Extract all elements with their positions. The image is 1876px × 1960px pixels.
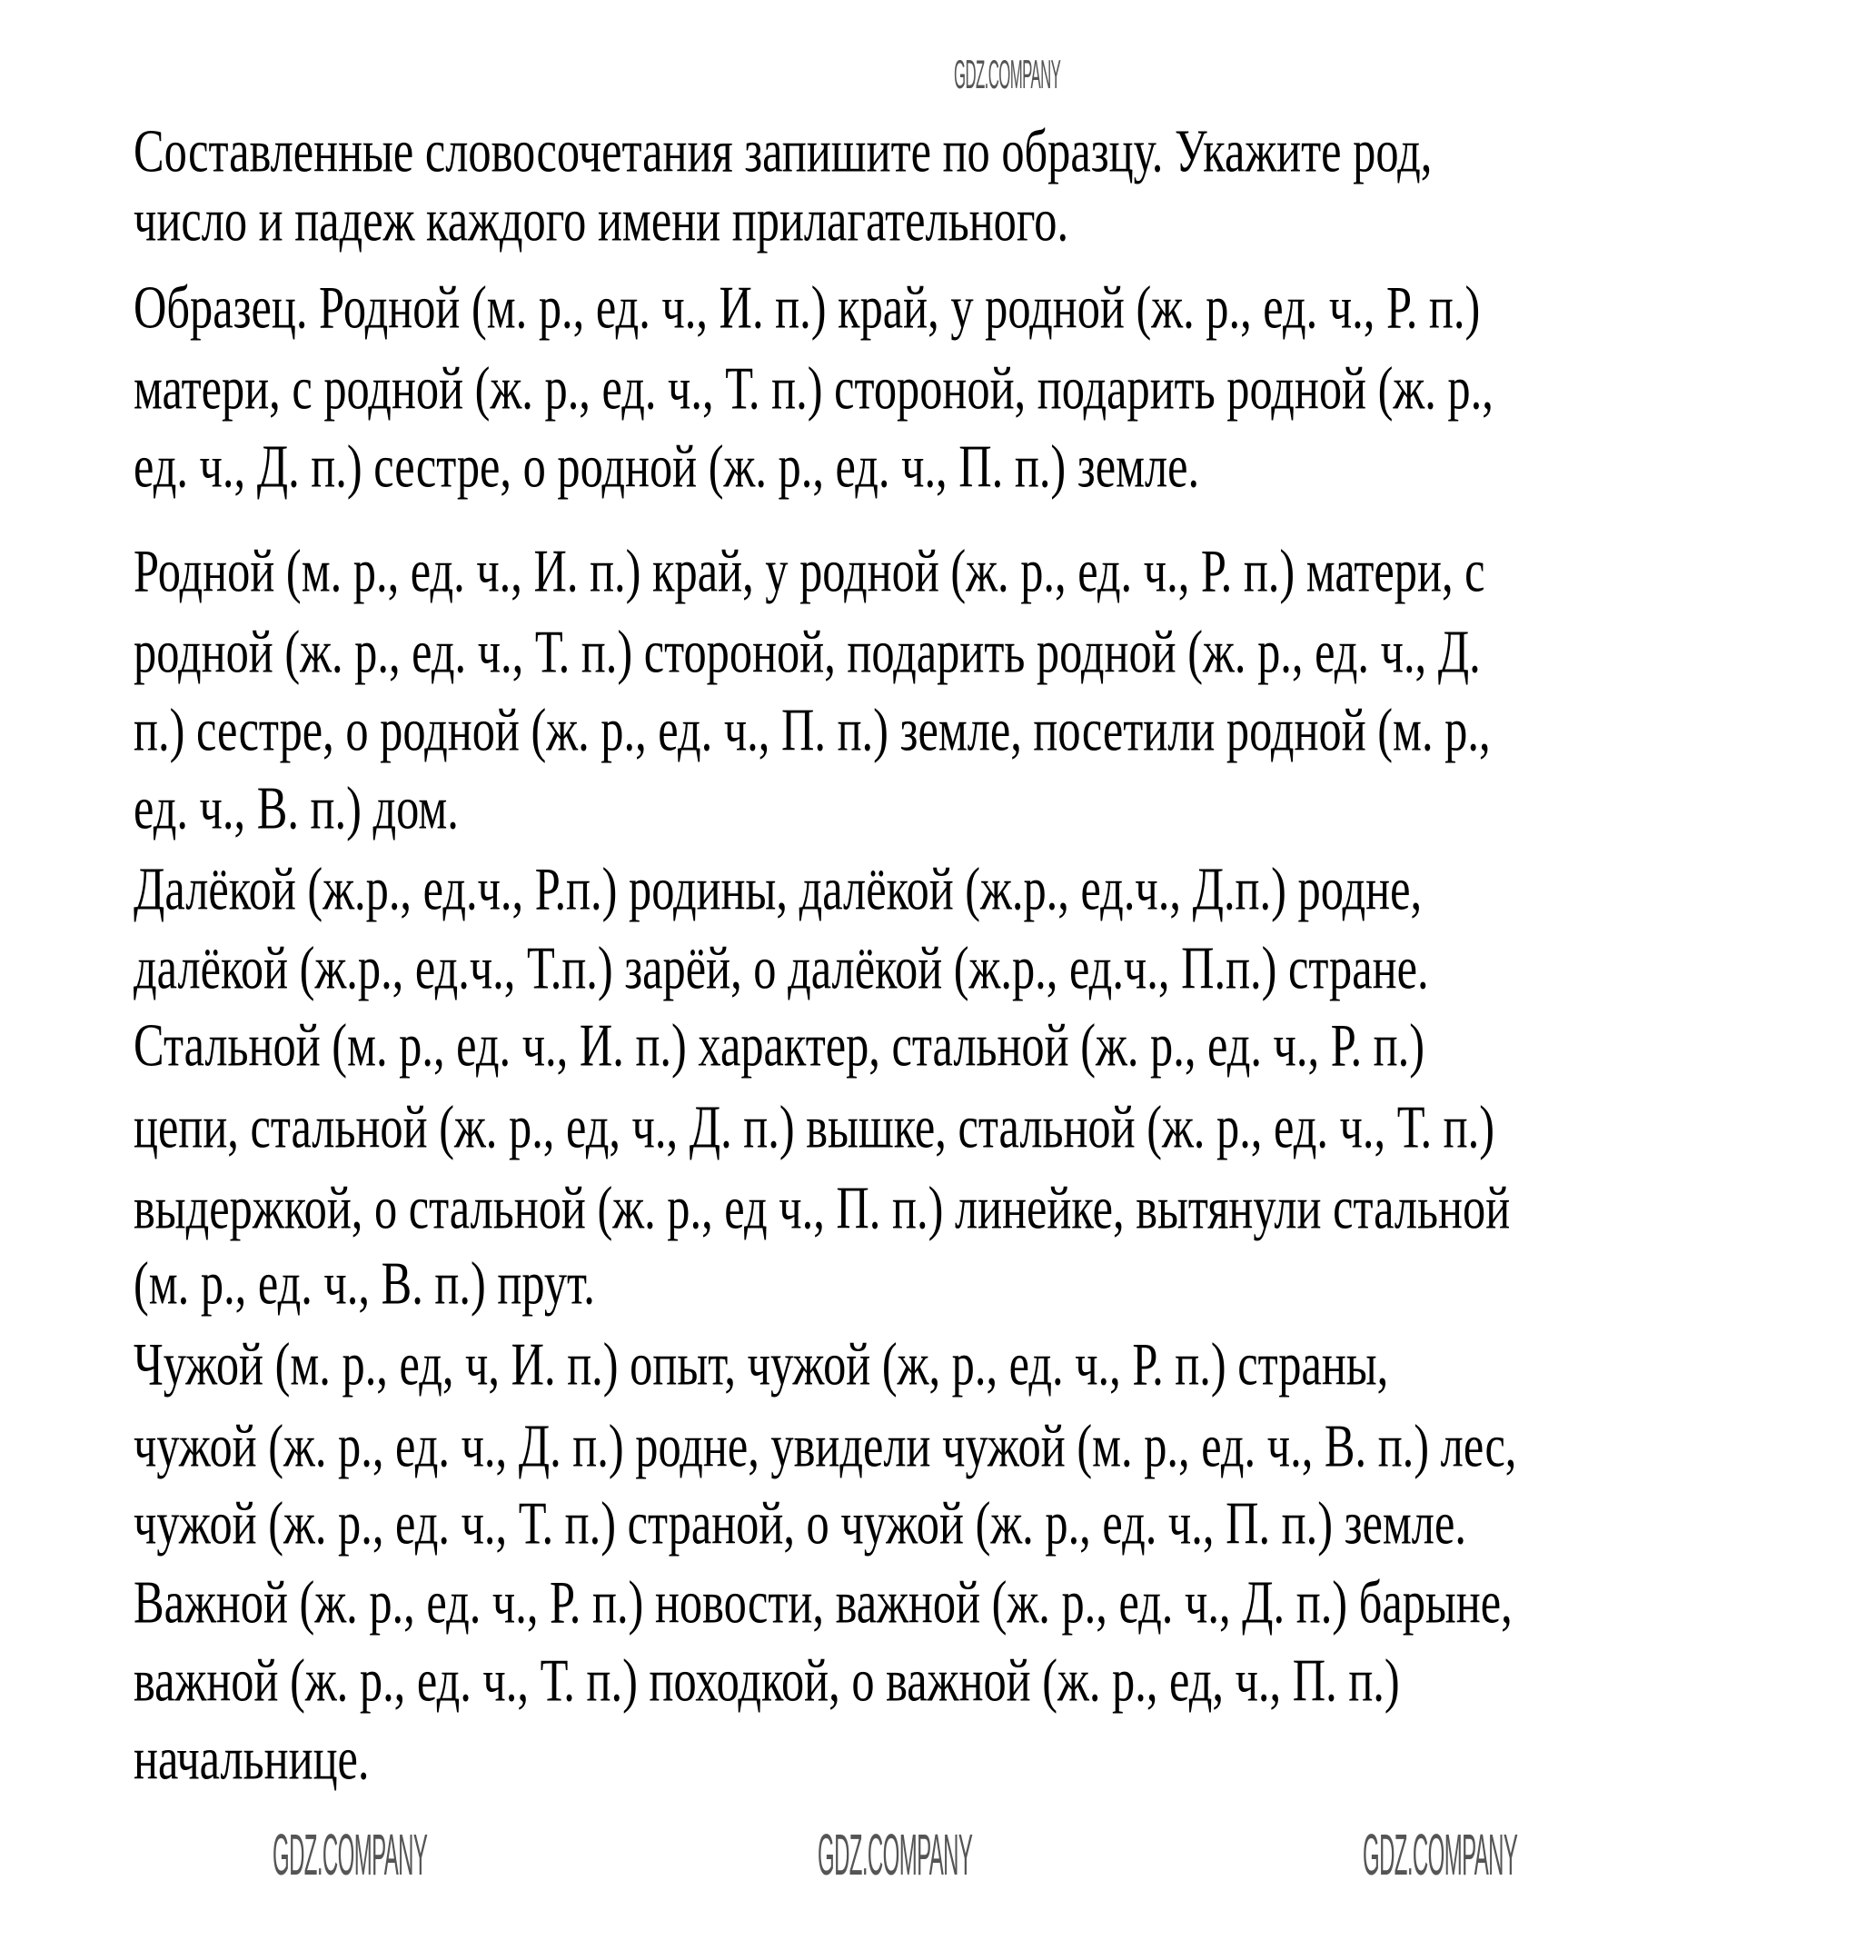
text-line: Важной (ж. р., ед. ч., Р. п.) новости, важной (ж. р., ед. ч., Д. п.) барыне,	[134, 1568, 1513, 1637]
text-line: Стальной (м. р., ед. ч., И. п.) характер, стальной (ж. р., ед. ч., Р. п.)	[134, 1011, 1425, 1080]
watermark: GDZ.COMPANY	[1363, 1823, 1518, 1888]
text-line: далёкой (ж.р., ед.ч., Т.п.) зарёй, о далёкой (ж.р., ед.ч., П.п.) стране.	[134, 934, 1429, 1003]
watermark: GDZ.COMPANY	[273, 1823, 428, 1888]
text-line: ед. ч., Д. п.) сестре, о родной (ж. р., ед. ч., П. п.) земле.	[134, 433, 1200, 502]
text-line: важной (ж. р., ед. ч., Т. п.) походкой, о важной (ж. р., ед, ч., П. п.)	[134, 1647, 1400, 1716]
text-line: число и падеж каждого имени прилагательного.	[134, 186, 1069, 255]
watermark: GDZ.COMPANY	[818, 1823, 973, 1888]
text-line: выдержкой, о стальной (ж. р., ед ч., П. п.) линейке, вытянули стальной	[134, 1174, 1511, 1243]
text-line: чужой (ж. р., ед. ч., Д. п.) родне, увидели чужой (м. р., ед. ч., В. п.) лес,	[134, 1412, 1517, 1481]
text-line: Образец. Родной (м. р., ед. ч., И. п.) край, у родной (ж. р., ед. ч., Р. п.)	[134, 274, 1481, 343]
text-line: Составленные словосочетания запишите по образцу. Укажите род,	[134, 117, 1433, 186]
text-line: Родной (м. р., ед. ч., И. п.) край, у родной (ж. р., ед. ч., Р. п.) матери, с	[134, 537, 1485, 606]
text-line: Далёкой (ж.р., ед.ч., Р.п.) родины, далёкой (ж.р., ед.ч., Д.п.) родне,	[134, 855, 1423, 924]
watermark: GDZ.COMPANY	[954, 51, 1061, 97]
text-line: матери, с родной (ж. р., ед. ч., Т. п.) стороной, подарить родной (ж. р.,	[134, 354, 1494, 423]
text-line: цепи, стальной (ж. р., ед, ч., Д. п.) вышке, стальной (ж. р., ед. ч., Т. п.)	[134, 1093, 1495, 1162]
text-line: родной (ж. р., ед. ч., Т. п.) стороной, подарить родной (ж. р., ед. ч., Д.	[134, 618, 1481, 687]
text-line: (м. р., ед. ч., В. п.) прут.	[134, 1249, 595, 1318]
text-line: ед. ч., В. п.) дом.	[134, 774, 459, 843]
text-line: чужой (ж. р., ед. ч., Т. п.) страной, о чужой (ж. р., ед. ч., П. п.) земле.	[134, 1489, 1466, 1558]
text-line: Чужой (м. р., ед, ч, И. п.) опыт, чужой (ж, р., ед. ч., Р. п.) страны,	[134, 1330, 1389, 1399]
text-line: п.) сестре, о родной (ж. р., ед. ч., П. п.) земле, посетили родной (м. р.,	[134, 696, 1491, 765]
text-line: начальнице.	[134, 1725, 370, 1794]
